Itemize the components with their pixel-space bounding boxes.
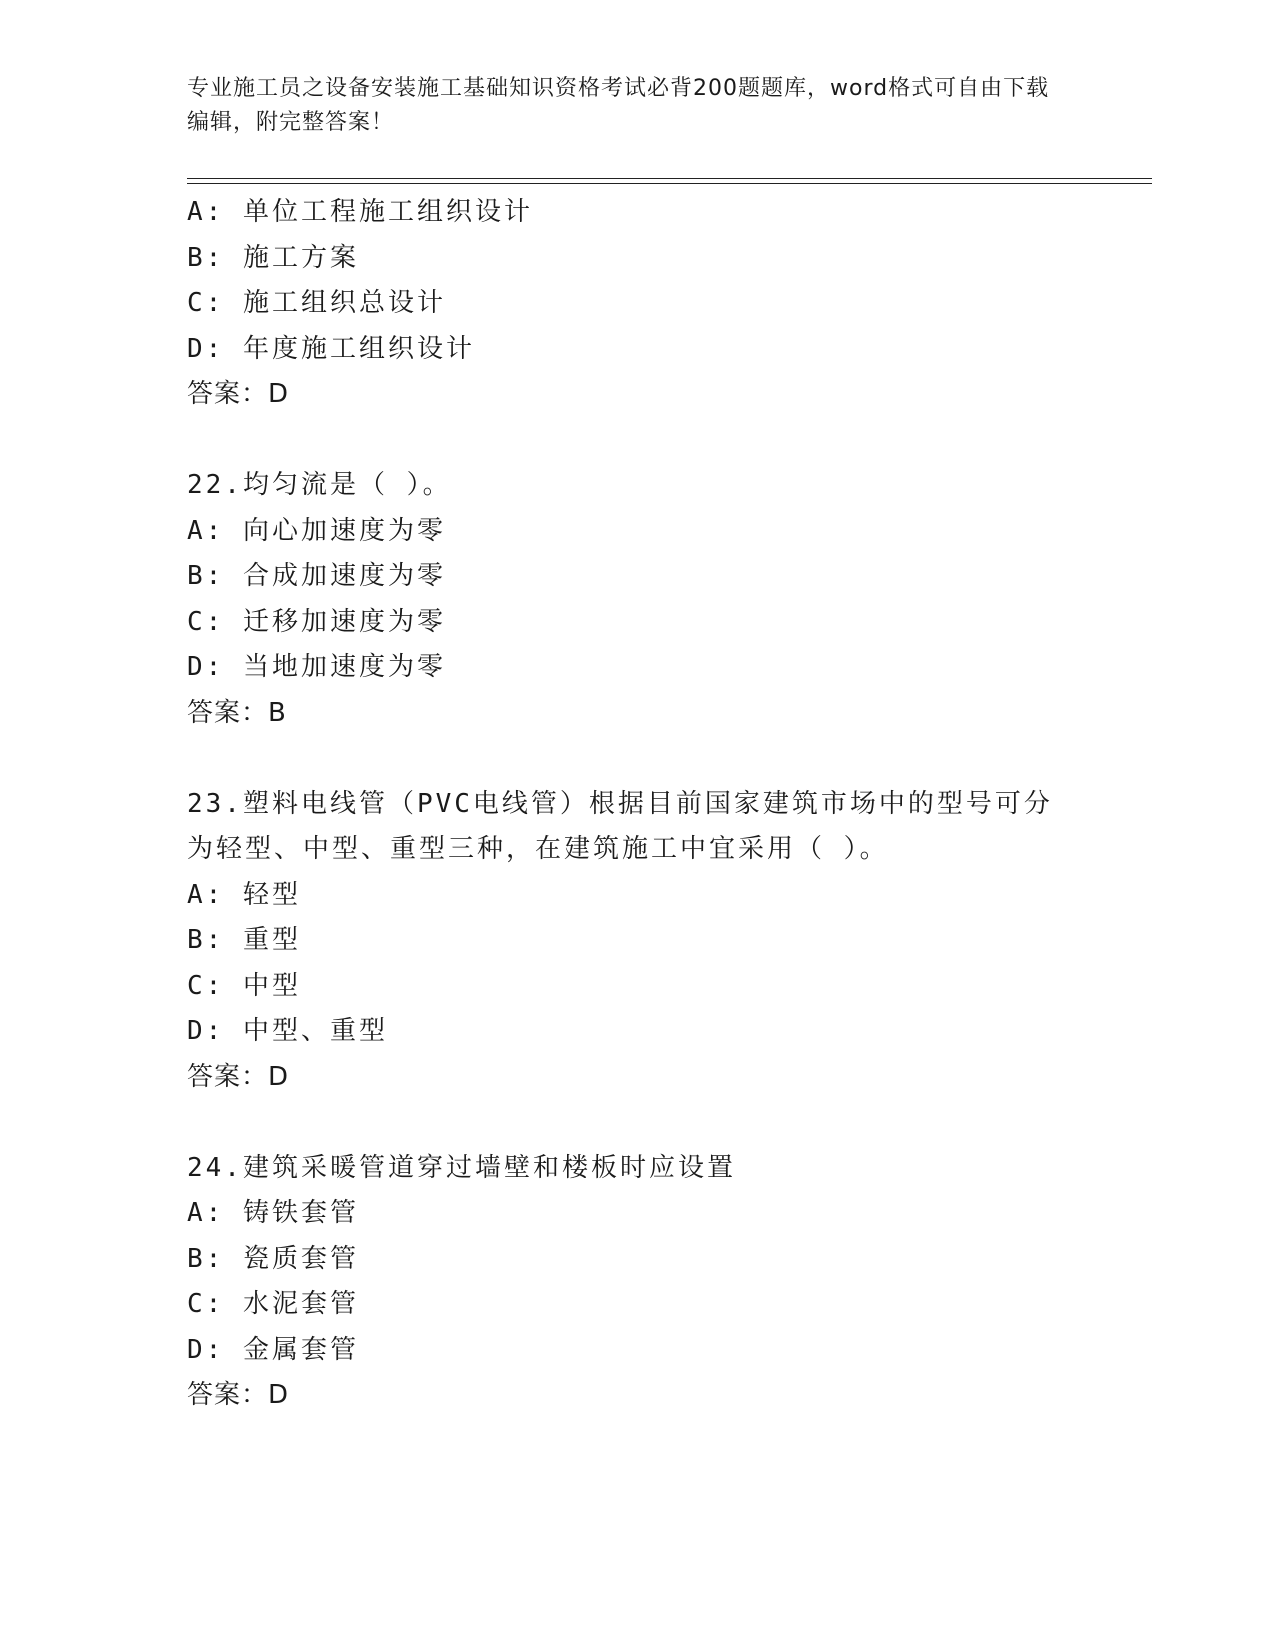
question-gap: [187, 418, 1152, 464]
question-block-22: [187, 463, 1152, 736]
answer-line: 答案：D: [187, 379, 290, 409]
question-stem: 24.建筑采暖管道穿过墙壁和楼板时应设置: [187, 1152, 736, 1183]
header-divider-top: [187, 178, 1152, 179]
option-a: A: 向心加速度为零: [187, 515, 446, 546]
option-b: B: 施工方案: [187, 242, 359, 273]
option-a: A: 单位工程施工组织设计: [187, 197, 533, 227]
option-d: D: 当地加速度为零: [187, 652, 446, 682]
question-list: [187, 190, 1152, 1419]
option-a: A: 轻型: [187, 879, 301, 910]
question-stem: 22.均匀流是（ ）。: [187, 470, 452, 500]
option-b: B: 合成加速度为零: [187, 561, 446, 591]
answer-line: 答案：D: [187, 1380, 290, 1410]
question-stem: 23.塑料电线管（PVC电线管）根据目前国家建筑市场中的型号可分为轻型、中型、重型三种，在建筑施工中宜采用（ ）。: [187, 788, 1053, 864]
answer-line: 答案：D: [187, 1061, 290, 1092]
question-block-21: [187, 190, 1152, 418]
option-d: D: 金属套管: [187, 1334, 359, 1365]
option-c: C: 中型: [187, 970, 301, 1001]
document-header: 专业施工员之设备安装施工基础知识资格考试必背200题题库，word格式可自由下载编辑，附完整答案！: [187, 76, 1050, 135]
question-block-23: [187, 782, 1152, 1101]
option-a: A: 铸铁套管: [187, 1198, 359, 1228]
question-gap: [187, 736, 1152, 782]
option-d: D: 年度施工组织设计: [187, 333, 475, 364]
option-b: B: 瓷质套管: [187, 1243, 359, 1274]
option-d: D: 中型、重型: [187, 1016, 388, 1046]
option-c: C: 水泥套管: [187, 1289, 359, 1319]
question-block-24: [187, 1146, 1152, 1419]
answer-line: 答案：B: [187, 697, 287, 728]
option-c: C: 迁移加速度为零: [187, 606, 446, 637]
header-divider-bottom: [187, 183, 1152, 184]
option-c: C: 施工组织总设计: [187, 288, 446, 318]
option-b: B: 重型: [187, 925, 301, 955]
question-gap: [187, 1100, 1152, 1146]
